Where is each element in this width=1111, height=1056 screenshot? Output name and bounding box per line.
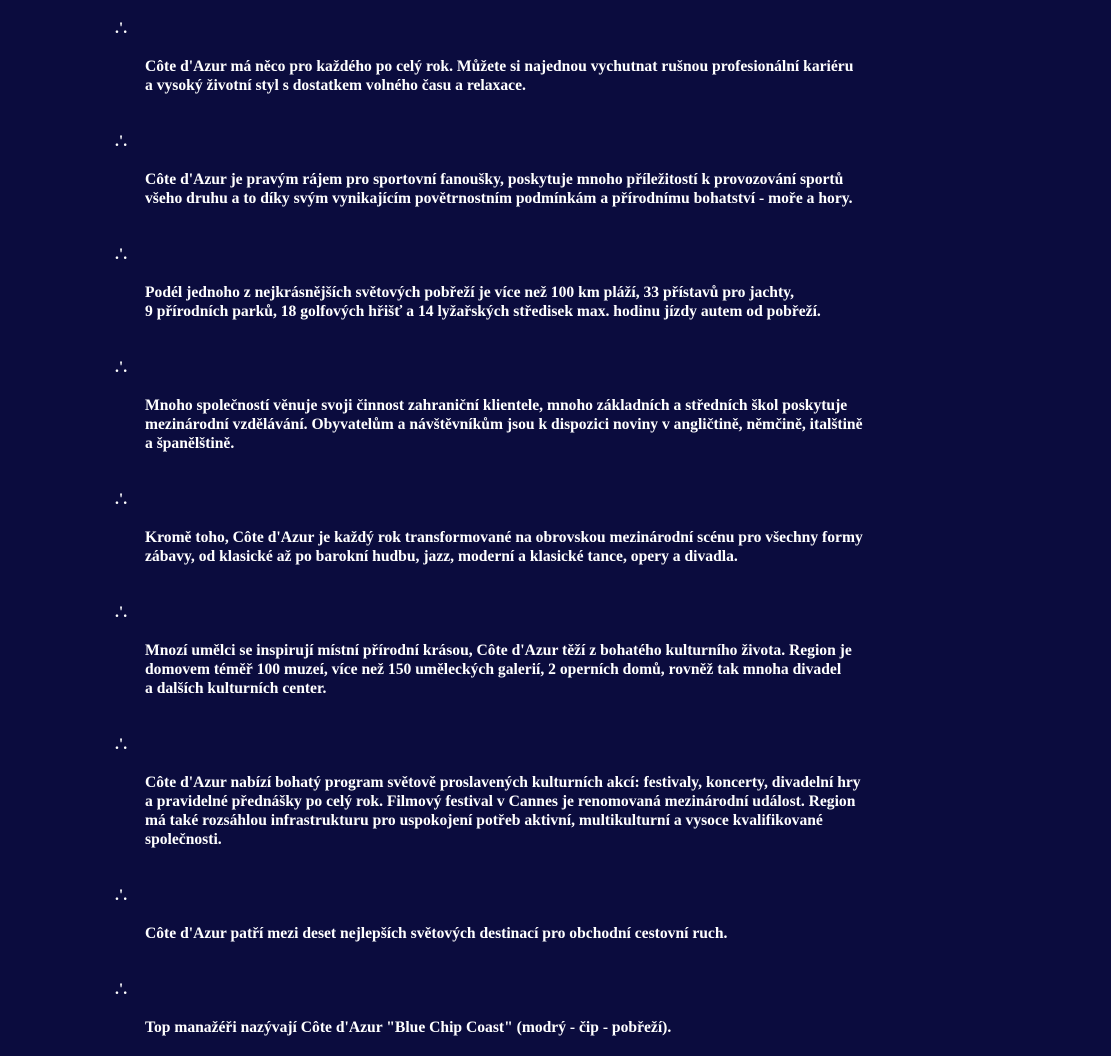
list-item-text: Côte d'Azur nabízí bohatý program světově proslavených kulturních akcí: festivaly, koncerty, divadelní hry a pravidelné přednášky po celý rok. Filmový festival v Cannes je renomovaná mezinárodní událost. Region má také rozsáhlou infrastrukturu pro uspokojení potřeb aktivní, multikulturní a vysoce kvalifikované společnosti. xyxy=(145,774,861,848)
bullet-marker: .'. xyxy=(115,246,128,263)
list-item xyxy=(115,358,1015,472)
list-item xyxy=(115,490,1015,585)
list-item xyxy=(115,980,1015,1056)
info-bullet-list xyxy=(115,19,1015,1056)
list-item xyxy=(115,245,1015,340)
list-item xyxy=(115,886,1015,962)
bullet-marker: .'. xyxy=(115,20,128,37)
bullet-marker: .'. xyxy=(115,359,128,376)
bullet-marker: .'. xyxy=(115,491,128,508)
list-item-text: Côte d'Azur je pravým rájem pro sportovní fanoušky, poskytuje mnoho příležitostí k provozování sportů všeho druhu a to díky svým vynikajícím povětrnostním podmínkám a přírodnímu bohatství - moře a hory. xyxy=(145,171,853,207)
list-item xyxy=(115,603,1015,717)
list-item xyxy=(115,19,1015,114)
list-item-text: Mnoho společností věnuje svoji činnost zahraniční klientele, mnoho základních a středních škol poskytuje mezinárodní vzdělávání. Obyvatelům a návštěvníkům jsou k dispozici noviny v angličtině, němčině, italštině a španělštině. xyxy=(145,397,863,452)
list-item xyxy=(115,735,1015,868)
bullet-marker: .'. xyxy=(115,604,128,621)
bullet-marker: .'. xyxy=(115,133,128,150)
list-item-text: Côte d'Azur patří mezi deset nejlepších světových destinací pro obchodní cestovní ruch. xyxy=(145,925,728,942)
list-item-text: Côte d'Azur má něco pro každého po celý rok. Můžete si najednou vychutnat rušnou profesionální kariéru a vysoký životní styl s dostatkem volného času a relaxace. xyxy=(145,58,854,94)
list-item-text: Mnozí umělci se inspirují místní přírodní krásou, Côte d'Azur těží z bohatého kulturního života. Region je domovem téměř 100 muzeí, více než 150 uměleckých galerií, 2 operních domů, rovněž tak mnoha divadel a dalších kulturních center. xyxy=(145,642,852,697)
bullet-marker: .'. xyxy=(115,887,128,904)
list-item-text: Top manažéři nazývají Côte d'Azur "Blue Chip Coast" (modrý - čip - pobřeží). xyxy=(145,1019,672,1036)
bullet-marker: .'. xyxy=(115,736,128,753)
list-item xyxy=(115,132,1015,227)
list-item-text: Podél jednoho z nejkrásnějších světových pobřeží je více než 100 km pláží, 33 přístavů pro jachty, 9 přírodních parků, 18 golfových hřišť a 14 lyžařských středisek max. hodinu jízdy autem od pobřeží. xyxy=(145,284,821,320)
list-item-text: Kromě toho, Côte d'Azur je každý rok transformované na obrovskou mezinárodní scénu pro všechny formy zábavy, od klasické až po barokní hudbu, jazz, moderní a klasické tance, opery a divadla. xyxy=(145,529,863,565)
bullet-marker: .'. xyxy=(115,981,128,998)
